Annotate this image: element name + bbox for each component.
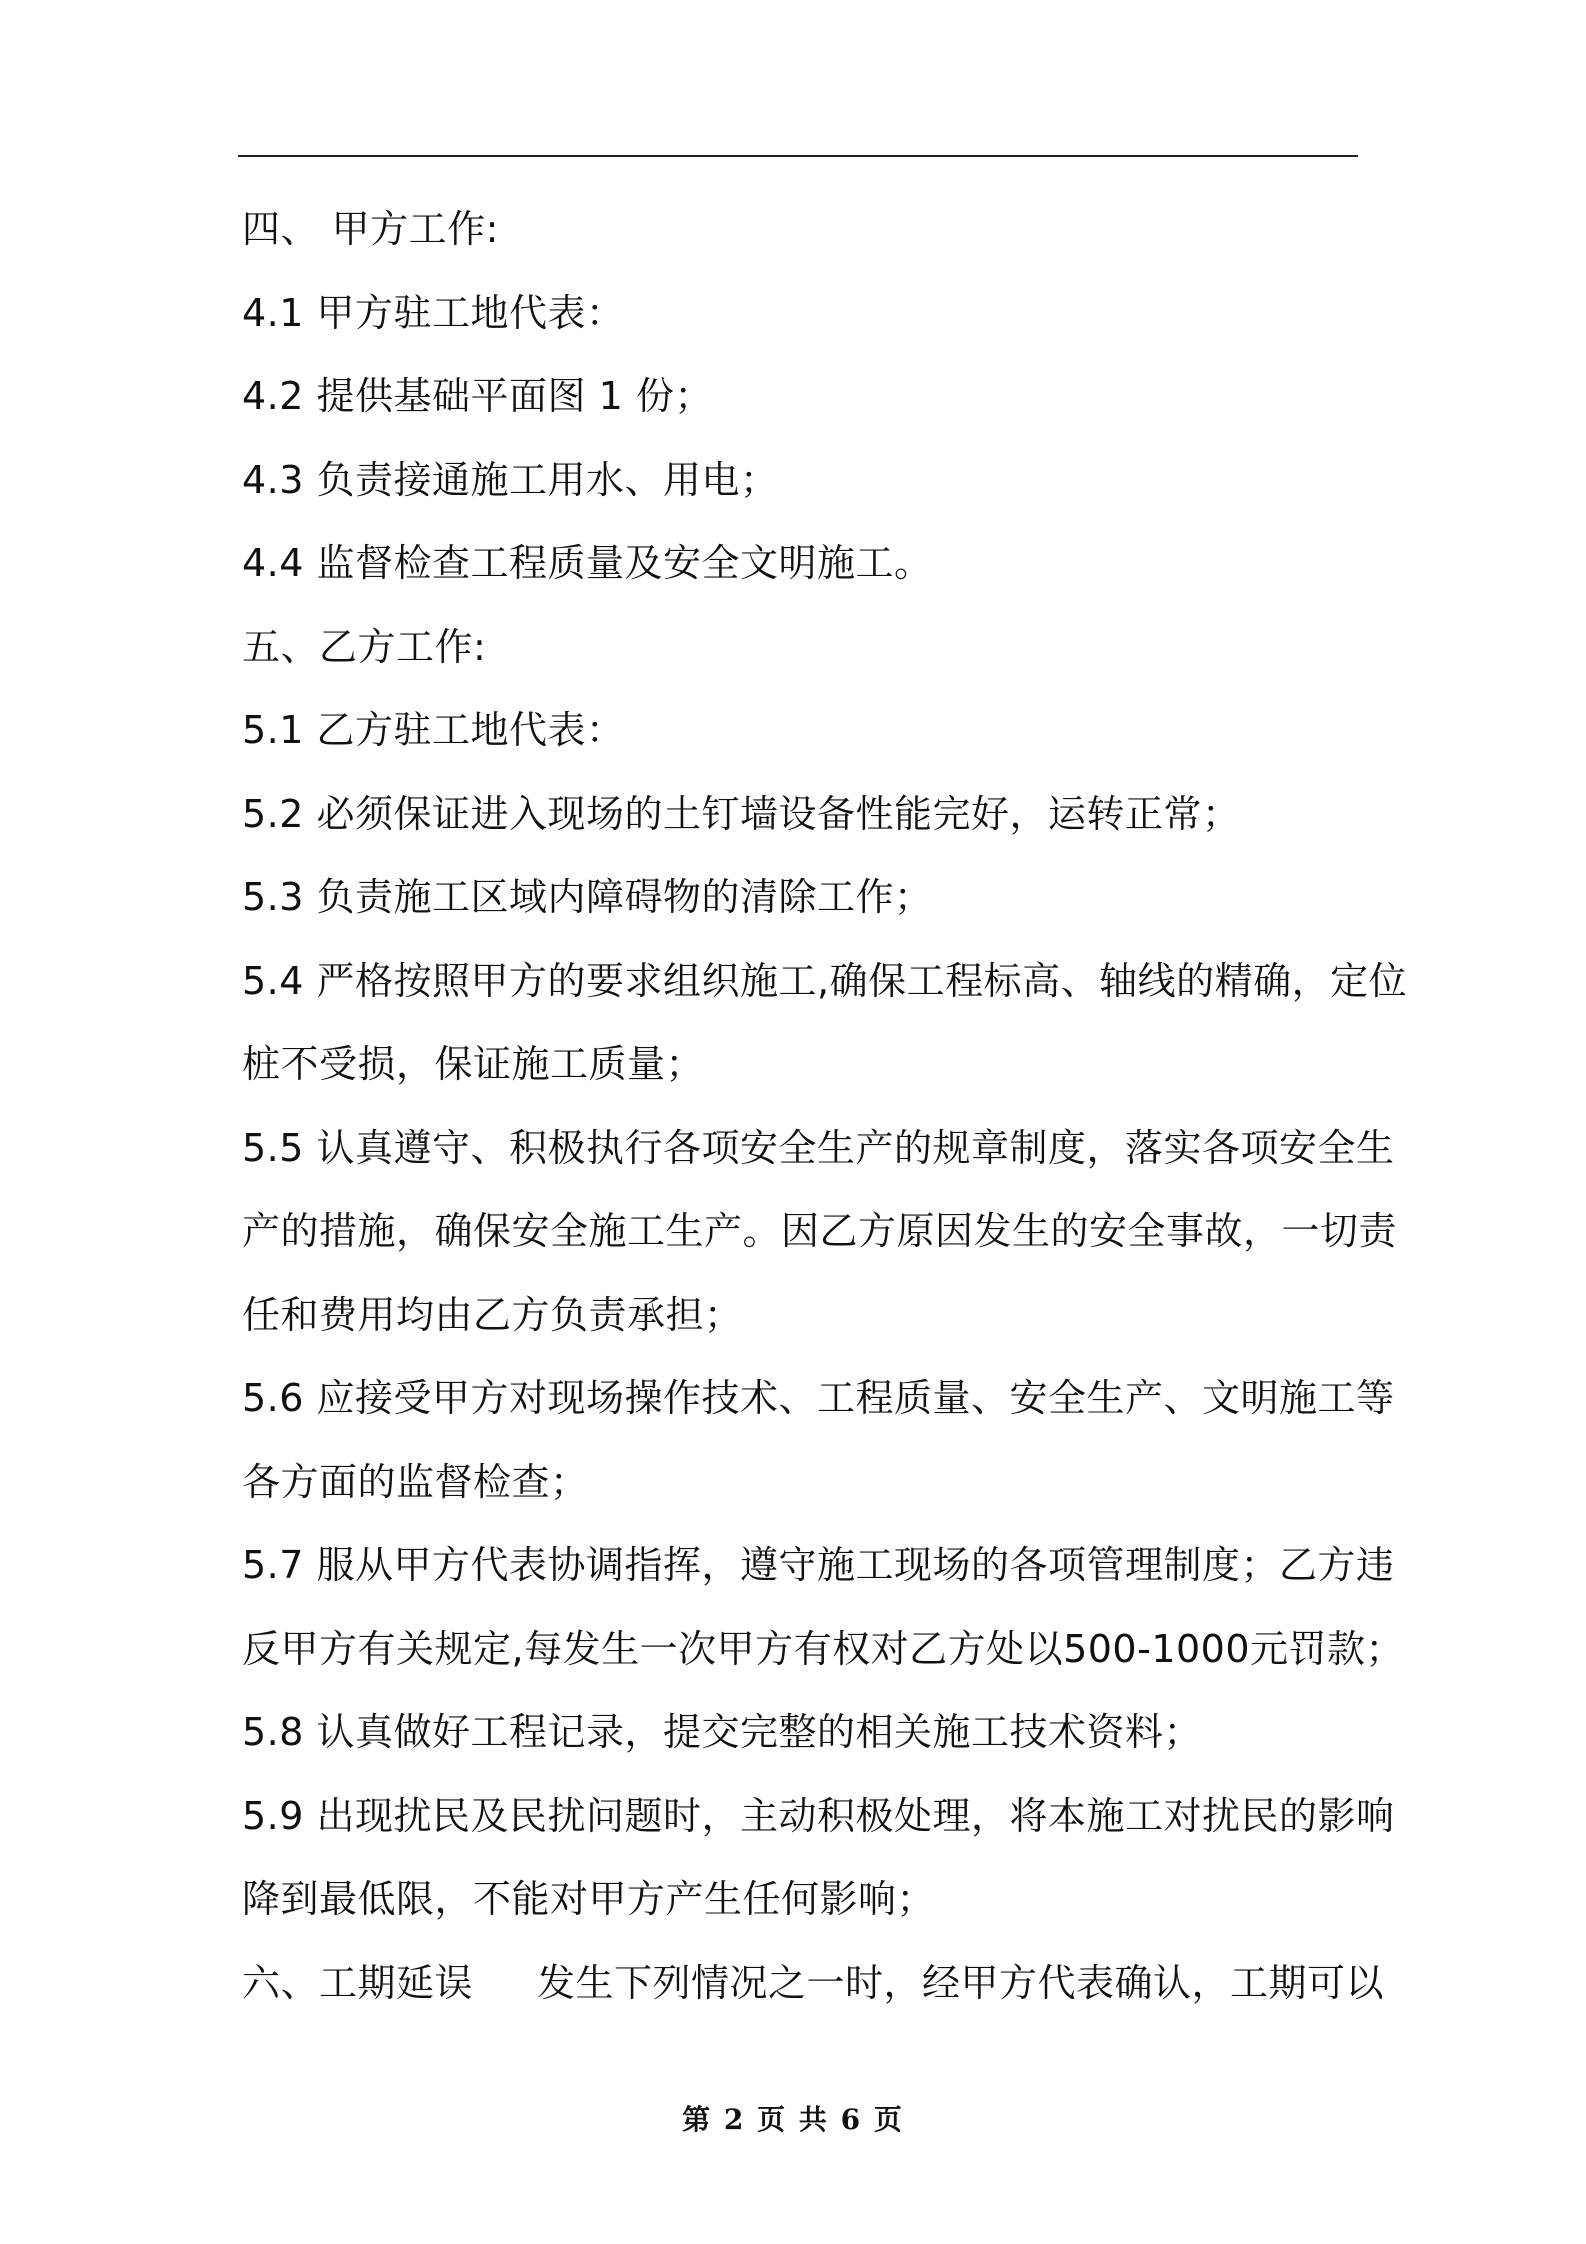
clause-5-6-line-2: 各方面的监督检查； <box>242 1459 589 1504</box>
clause-5-2: 5.2 必须保证进入现场的土钉墙设备性能完好，运转正常； <box>242 791 1241 836</box>
section-heading-5: 五、乙方工作: <box>242 624 487 669</box>
header-rule <box>238 155 1358 157</box>
clause-5-9-line-1: 5.9 出现扰民及民扰问题时，主动积极处理，将本施工对扰民的影响 <box>242 1793 1395 1838</box>
clause-5-4-line-2: 桩不受损，保证施工质量； <box>242 1042 705 1086</box>
clause-5-5-line-3: 任和费用均由乙方负责承担； <box>242 1292 743 1337</box>
clause-5-3: 5.3 负责施工区域内障碍物的清除工作； <box>242 875 933 919</box>
page-number: 第 2 页 共 6 页 <box>682 2103 904 2136</box>
clause-5-8: 5.8 认真做好工程记录，提交完整的相关施工技术资料； <box>242 1710 1203 1754</box>
clause-4-4: 4.4 监督检查工程质量及安全文明施工。 <box>242 541 933 585</box>
clause-5-4-line-1: 5.4 严格按照甲方的要求组织施工,确保工程标高、轴线的精确，定位 <box>242 958 1408 1003</box>
clause-5-5-line-1: 5.5 认真遵守、积极执行各项安全生产的规章制度，落实各项安全生 <box>242 1125 1395 1170</box>
clause-5-7-line-1: 5.7 服从甲方代表协调指挥，遵守施工现场的各项管理制度；乙方违 <box>242 1543 1395 1587</box>
clause-4-2: 4.2 提供基础平面图 1 份； <box>242 374 713 418</box>
clause-5-1: 5.1 乙方驻工地代表： <box>242 708 625 752</box>
clause-5-9-line-2: 降到最低限，不能对甲方产生任何影响； <box>242 1877 936 1921</box>
section-heading-4: 四、 甲方工作: <box>242 207 499 251</box>
clause-4-3: 4.3 负责接通施工用水、用电； <box>242 457 779 502</box>
clause-5-7-line-2: 反甲方有关规定,每发生一次甲方有权对乙方处以500-1000元罚款； <box>242 1626 1405 1671</box>
clause-5-6-line-1: 5.6 应接受甲方对现场操作技术、工程质量、安全生产、文明施工等 <box>242 1376 1395 1420</box>
section-heading-6: 六、工期延误 <box>242 1960 474 2005</box>
clause-4-1: 4.1 甲方驻工地代表： <box>242 290 625 335</box>
section-heading-6-line <box>242 1942 1385 2026</box>
section-6-text: 发生下列情况之一时，经甲方代表确认，工期可以 <box>537 1960 1385 2005</box>
clause-5-5-line-2: 产的措施，确保安全施工生产。因乙方原因发生的安全事故，一切责 <box>242 1209 1398 1253</box>
document-body <box>242 188 1408 2025</box>
